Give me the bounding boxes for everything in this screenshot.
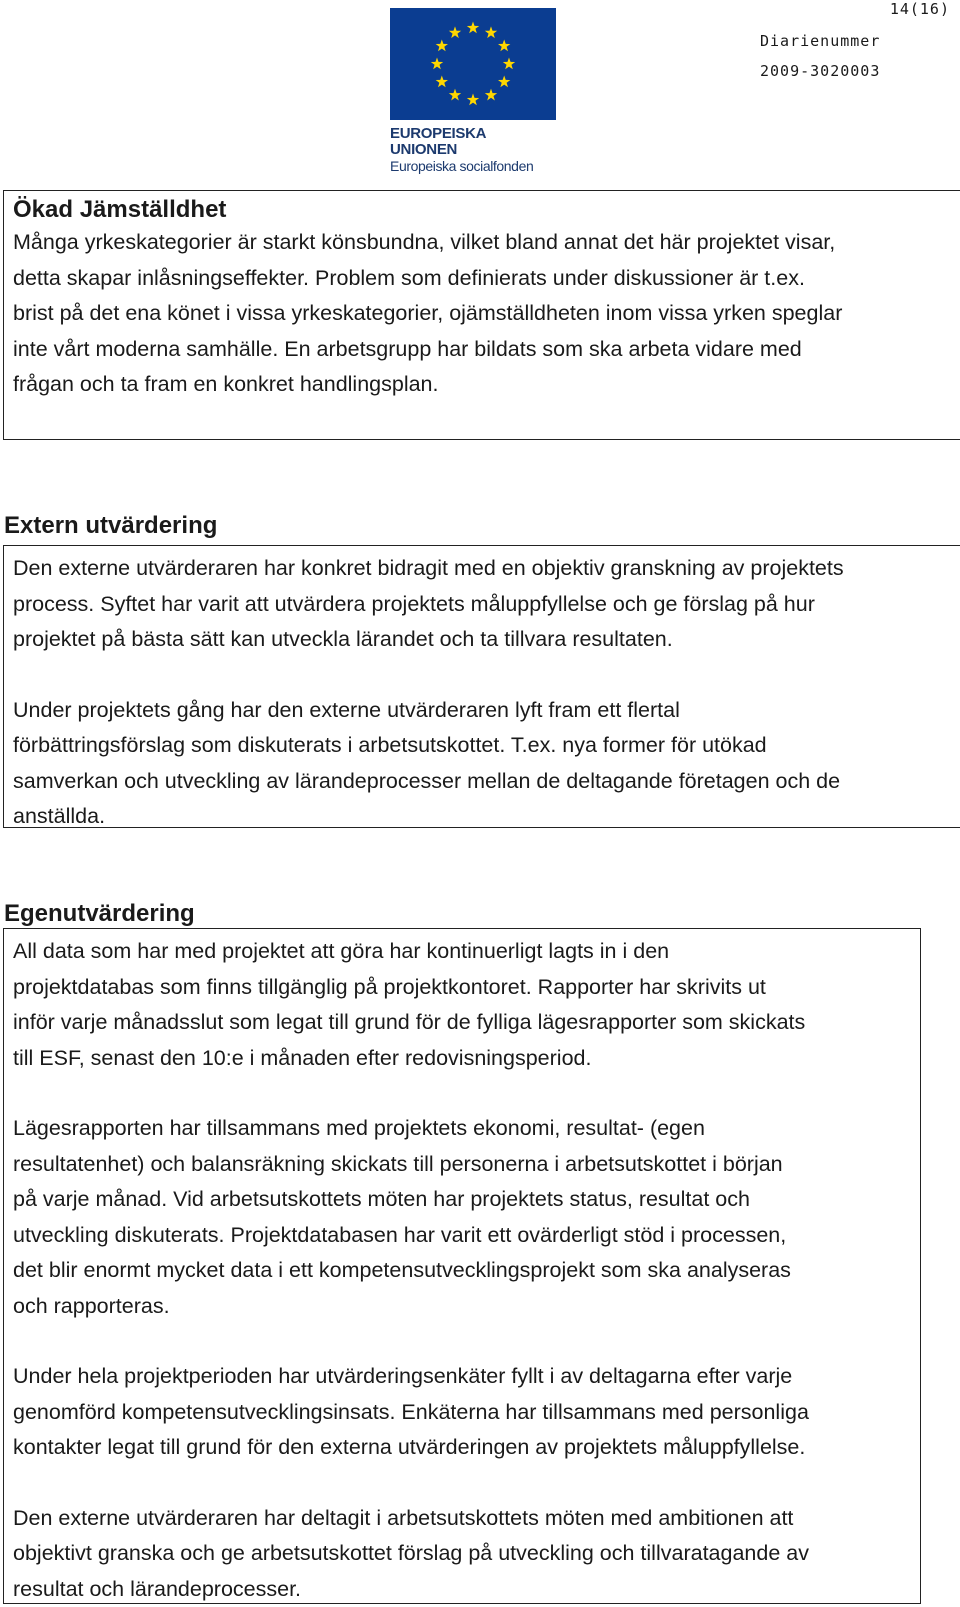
section-heading: Ökad Jämställdhet [13, 195, 950, 225]
egen-paragraph [13, 1111, 910, 1324]
text-line: inför varje månadsslut som legat till grund för de fylliga lägesrapporter som skickats [13, 1005, 910, 1041]
diarienummer-value: 2009-3020003 [760, 62, 880, 80]
text-line: utveckling diskuterats. Projektdatabasen har varit ett ovärderligt stöd i processen, [13, 1218, 910, 1254]
extern-paragraph [13, 693, 950, 835]
logo-line-eu: EUROPEISKA UNIONEN [390, 126, 556, 158]
text-line: All data som har med projektet att göra har kontinuerligt lagts in i den [13, 934, 910, 970]
text-line: projektdatabas som finns tillgänglig på projektkontoret. Rapporter har skrivits ut [13, 970, 910, 1006]
extern-utvardering-box [3, 545, 960, 828]
jamstalldhet-paragraph [13, 225, 950, 403]
text-line: på varje månad. Vid arbetsutskottets möten har projektets status, resultat och [13, 1182, 910, 1218]
text-line: kontakter legat till grund för den externa utvärderingen av projektets måluppfyllelse. [13, 1430, 910, 1466]
star-icon [498, 76, 510, 88]
egen-paragraph [13, 1359, 910, 1466]
text-line: inte vårt moderna samhälle. En arbetsgrupp har bildats som ska arbeta vidare med [13, 332, 950, 368]
text-line: förbättringsförslag som diskuterats i arbetsutskottet. T.ex. nya former för utökad [13, 728, 950, 764]
extern-paragraph [13, 551, 950, 658]
text-line: Många yrkeskategorier är starkt könsbundna, vilket bland annat det här projektet visar, [13, 225, 950, 261]
star-icon [498, 40, 510, 52]
text-line: Under projektets gång har den externe utvärderaren lyft fram ett flertal [13, 693, 950, 729]
page-number: 14(16) [890, 0, 950, 18]
text-line: Under hela projektperioden har utvärderingsenkäter fyllt i av deltagarna efter varje [13, 1359, 910, 1395]
text-line: det blir enormt mycket data i ett kompetensutvecklingsprojekt som ska analyseras [13, 1253, 910, 1289]
star-icon [467, 22, 479, 34]
text-line: resultat och lärandeprocesser. [13, 1572, 910, 1607]
star-icon [503, 58, 515, 70]
text-line: genomförd kompetensutvecklingsinsats. Enkäterna har tillsammans med personliga [13, 1395, 910, 1431]
star-icon [436, 76, 448, 88]
eu-flag-icon [390, 8, 556, 120]
egen-paragraph [13, 934, 910, 1076]
text-line: detta skapar inlåsningseffekter. Problem som definierats under diskussioner är t.ex. [13, 261, 950, 297]
star-icon [485, 89, 497, 101]
text-line: Den externe utvärderaren har konkret bidragit med en objektiv granskning av projektets [13, 551, 950, 587]
egenutvardering-box [3, 928, 921, 1604]
text-line: process. Syftet har varit att utvärdera projektets måluppfyllelse och ge förslag på hur [13, 587, 950, 623]
text-line: projektet på bästa sätt kan utveckla lärandet och ta tillvara resultaten. [13, 622, 950, 658]
text-line: till ESF, senast den 10:e i månaden efter redovisningsperiod. [13, 1041, 910, 1077]
text-line: frågan och ta fram en konkret handlingsplan. [13, 367, 950, 403]
jamstalldhet-box [3, 190, 960, 440]
section-heading: Extern utvärdering [4, 511, 217, 541]
text-line: resultatenhet) och balansräkning skickats till personerna i arbetsutskottet i början [13, 1147, 910, 1183]
egen-paragraph [13, 1501, 910, 1607]
text-line: Den externe utvärderaren har deltagit i arbetsutskottets möten med ambitionen att [13, 1501, 910, 1537]
text-line: samverkan och utveckling av lärandeprocesser mellan de deltagande företagen och de [13, 764, 950, 800]
diarienummer-label: Diarienummer [760, 32, 880, 50]
star-icon [431, 58, 443, 70]
eu-logo [390, 8, 556, 158]
text-line: Lägesrapporten har tillsammans med projektets ekonomi, resultat- (egen [13, 1111, 910, 1147]
star-icon [436, 40, 448, 52]
logo-line-esf: Europeiska socialfonden [390, 158, 556, 174]
star-icon [467, 94, 479, 106]
star-icon [449, 89, 461, 101]
text-line: anställda. [13, 799, 950, 835]
star-icon [485, 26, 497, 38]
star-icon [449, 26, 461, 38]
text-line: objektivt granska och ge arbetsutskottet förslag på utveckling och tillvaratagande av [13, 1536, 910, 1572]
text-line: brist på det ena könet i vissa yrkeskategorier, ojämställdheten inom vissa yrken speglar [13, 296, 950, 332]
text-line: och rapporteras. [13, 1289, 910, 1325]
section-heading: Egenutvärdering [4, 899, 195, 929]
